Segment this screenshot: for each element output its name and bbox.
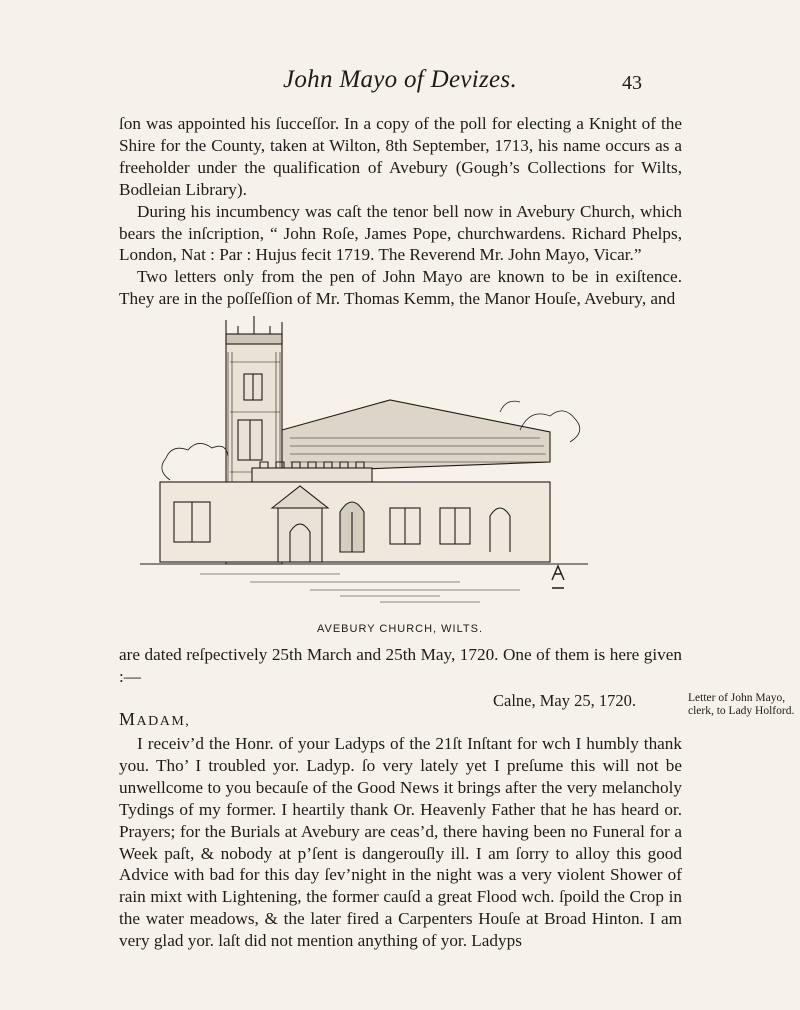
top-text-block xyxy=(119,113,682,310)
salutation-initial: M xyxy=(119,709,137,729)
salutation-rest: ADAM, xyxy=(136,714,191,729)
page-number: 43 xyxy=(622,72,642,94)
paragraph-1: ſon was appointed his ſucceſſor. In a copy of the poll for electing a Knight of the Shire for the County, taken at Wilton, 8th September, 1713, his name occurs as a freeholder under the qualification of Avebury (Gough’s Collections for Wilts, Bodleian Library). xyxy=(119,114,682,199)
church-illustration xyxy=(140,312,588,612)
paragraph-4: are dated reſpectively 25th March and 25th May, 1720. One of them is here given :— xyxy=(119,645,682,686)
running-title: John Mayo of Devizes. xyxy=(282,66,517,93)
letter-salutation xyxy=(119,709,190,730)
margin-note: Letter of John Mayo, clerk, to Lady Holford. xyxy=(688,692,795,718)
paragraph-2: During his incumbency was caſt the tenor bell now in Avebury Church, which bears the inſcription, “ John Roſe, James Pope, churchwardens. Richard Phelps, London, Nat : Par : Hujus fecit 1719. The Reverend Mr. John Mayo, Vicar.” xyxy=(119,201,682,265)
mid-text-block xyxy=(119,644,682,688)
letter-dateline: Calne, May 25, 1720. xyxy=(493,691,636,710)
figure-caption: AVEBURY CHURCH, WILTS. xyxy=(316,623,484,635)
paragraph-3: Two letters only from the pen of John Mayo are known to be in exiſtence. They are in the poſſeſſion of Mr. Thomas Kemm, the Manor Houſe, Avebury, and xyxy=(119,267,682,309)
letter-body: I receiv’d the Honr. of your Ladyps of the 21ſt Inſtant for wch I humbly thank you. Tho’ I troubled yor. Ladyp. ſo very lately yet I preſume this will not be unwellcome to you becauſe of the Good News it brings after the very melancholy Tydings of my former. I heartily thank Or. Heavenly Father that he has heard or. Prayers; for the Burials at Avebury are ceas’d, there having been no Funeral for a Week paſt, & nobody at p’ſent is dangerouſly ill. I am ſorry to alloy this good Advice with bad for this day ſev’night in the night was a very violent Shower of rain mixt with Lightening, the former cauſd a great Flood wch. ſpoild the Crop in the water meadows, & the later fired a Carpenters Houſe at Broad Hinton. I am very glad yor. laſt did not mention anything of yor. Ladyps xyxy=(119,734,682,951)
letter-body-block xyxy=(119,733,682,952)
